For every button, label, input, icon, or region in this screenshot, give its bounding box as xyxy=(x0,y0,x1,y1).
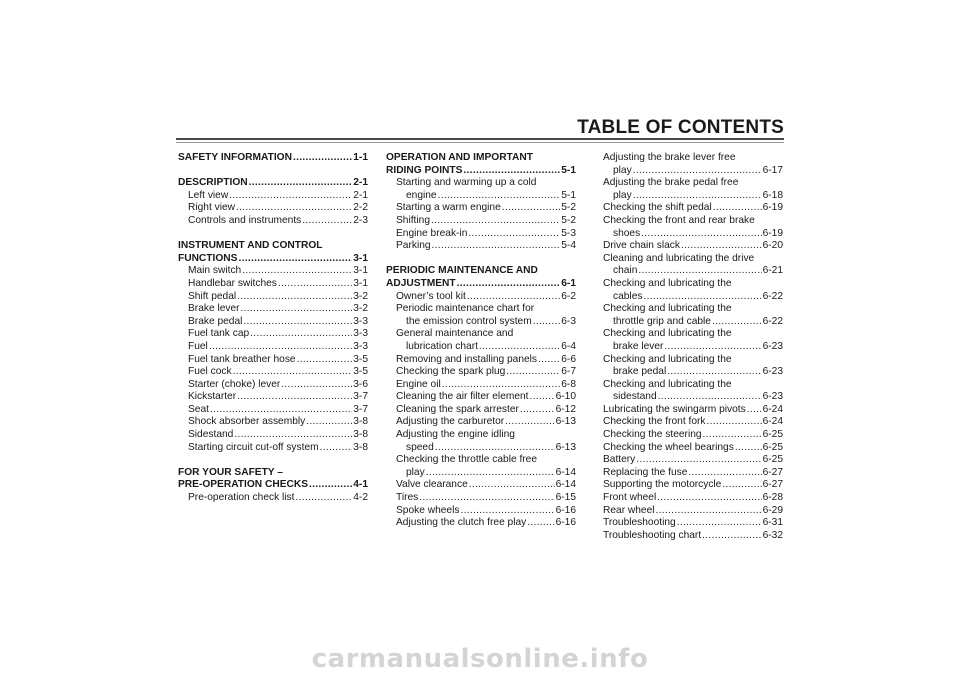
toc-entry[interactable]: cables ..... 6-22 xyxy=(603,291,783,304)
toc-entry[interactable]: Checking the spark plug ..... 6-7 xyxy=(386,366,576,379)
toc-entry[interactable]: Checking the wheel bearings ..... 6-25 xyxy=(603,442,783,455)
toc-entry[interactable]: Fuel tank breather hose ..... 3-5 xyxy=(178,354,368,367)
toc-entry[interactable]: RIDING POINTS ..... 5-1 xyxy=(386,165,576,178)
toc-column-2 xyxy=(386,152,576,530)
toc-entry-line: Cleaning and lubricating the drive xyxy=(603,252,755,264)
toc-entry[interactable]: Cleaning the spark arrester ..... 6-12 xyxy=(386,404,576,417)
toc-column-1 xyxy=(178,152,368,505)
toc-entry[interactable]: speed ..... 6-13 xyxy=(386,442,576,455)
toc-entry[interactable]: Cleaning the air filter element ..... 6-10 xyxy=(386,391,576,404)
toc-entry[interactable]: Handlebar switches ..... 3-1 xyxy=(178,278,368,291)
toc-entry[interactable]: DESCRIPTION ..... 2-1 xyxy=(178,177,368,190)
toc-entry[interactable]: Spoke wheels ..... 6-16 xyxy=(386,505,576,518)
toc-entry[interactable]: Left view ..... 2-1 xyxy=(178,190,368,203)
toc-entry-line: FOR YOUR SAFETY – xyxy=(178,466,283,478)
toc-entry[interactable]: Shift pedal ..... 3-2 xyxy=(178,291,368,304)
toc-entry[interactable]: Adjusting the carburetor ..... 6-13 xyxy=(386,416,576,429)
toc-entry[interactable]: brake pedal ..... 6-23 xyxy=(603,366,783,379)
toc-entry[interactable]: Brake lever ..... 3-2 xyxy=(178,303,368,316)
toc-entry[interactable]: Removing and installing panels ..... 6-6 xyxy=(386,354,576,367)
toc-entry-line: Checking the front and rear brake xyxy=(603,214,755,226)
toc-entry-line: Checking and lubricating the xyxy=(603,277,732,289)
toc-entry[interactable]: Checking the front fork ..... 6-24 xyxy=(603,416,783,429)
toc-entry[interactable]: Parking ..... 5-4 xyxy=(386,240,576,253)
toc-entry[interactable]: Brake pedal ..... 3-3 xyxy=(178,316,368,329)
toc-entry-line: Checking the throttle cable free xyxy=(396,454,538,466)
toc-entry[interactable]: Shifting ..... 5-2 xyxy=(386,215,576,228)
toc-entry-line: General maintenance and xyxy=(396,328,514,340)
toc-entry[interactable]: Fuel cock ..... 3-5 xyxy=(178,366,368,379)
toc-entry[interactable]: Replacing the fuse ..... 6-27 xyxy=(603,467,783,480)
toc-entry[interactable]: Shock absorber assembly ..... 3-8 xyxy=(178,416,368,429)
toc-entry[interactable]: engine ..... 5-1 xyxy=(386,190,576,203)
toc-entry[interactable]: Controls and instruments ..... 2-3 xyxy=(178,215,368,228)
toc-entry[interactable]: Valve clearance ..... 6-14 xyxy=(386,479,576,492)
toc-entry[interactable]: Seat ..... 3-7 xyxy=(178,404,368,417)
toc-entry[interactable]: shoes ..... 6-19 xyxy=(603,228,783,241)
toc-entry[interactable]: sidestand ..... 6-23 xyxy=(603,391,783,404)
toc-entry[interactable]: Drive chain slack ..... 6-20 xyxy=(603,240,783,253)
toc-entry[interactable]: Rear wheel ..... 6-29 xyxy=(603,505,783,518)
toc-entry[interactable]: Starter (choke) lever ..... 3-6 xyxy=(178,379,368,392)
toc-entry[interactable]: ADJUSTMENT ..... 6-1 xyxy=(386,278,576,291)
toc-entry[interactable]: Troubleshooting ..... 6-31 xyxy=(603,517,783,530)
toc-entry-line: Checking and lubricating the xyxy=(603,328,732,340)
toc-entry[interactable]: PRE-OPERATION CHECKS ..... 4-1 xyxy=(178,479,368,492)
toc-entry[interactable]: Checking the steering ..... 6-25 xyxy=(603,429,783,442)
toc-entry[interactable]: Sidestand ..... 3-8 xyxy=(178,429,368,442)
toc-entry[interactable]: Tires ..... 6-15 xyxy=(386,492,576,505)
toc-entry[interactable]: Troubleshooting chart ..... 6-32 xyxy=(603,530,783,543)
toc-entry[interactable]: Engine oil ..... 6-8 xyxy=(386,379,576,392)
toc-entry[interactable]: Battery ..... 6-25 xyxy=(603,454,783,467)
toc-entry-line: OPERATION AND IMPORTANT xyxy=(386,152,533,163)
toc-entry-line: Checking and lubricating the xyxy=(603,303,732,315)
toc-entry[interactable]: play ..... 6-18 xyxy=(603,190,783,203)
toc-entry[interactable]: Kickstarter ..... 3-7 xyxy=(178,391,368,404)
toc-entry[interactable]: Engine break-in ..... 5-3 xyxy=(386,228,576,241)
toc-entry-line: INSTRUMENT AND CONTROL xyxy=(178,240,323,252)
toc-entry[interactable]: Supporting the motorcycle ..... 6-27 xyxy=(603,479,783,492)
toc-entry-line: Adjusting the engine idling xyxy=(396,429,515,441)
title-rule-thin xyxy=(176,142,784,143)
watermark-text: carmanualsonline.info xyxy=(311,644,649,674)
toc-entry[interactable]: the emission control system ..... 6-3 xyxy=(386,316,576,329)
toc-entry-line: Starting and warming up a cold xyxy=(396,177,537,189)
toc-entry[interactable]: chain ..... 6-21 xyxy=(603,265,783,278)
title-rule-thick xyxy=(176,138,784,140)
toc-entry[interactable]: Main switch ..... 3-1 xyxy=(178,265,368,278)
toc-entry[interactable]: Pre-operation check list ..... 4-2 xyxy=(178,492,368,505)
toc-entry[interactable]: Fuel ..... 3-3 xyxy=(178,341,368,354)
toc-entry[interactable]: Lubricating the swingarm pivots ..... 6-24 xyxy=(603,404,783,417)
toc-entry[interactable]: Starting circuit cut-off system ..... 3-8 xyxy=(178,442,368,455)
toc-entry[interactable]: Checking the shift pedal ..... 6-19 xyxy=(603,202,783,215)
toc-entry-line: Checking and lubricating the xyxy=(603,378,732,390)
page-title: TABLE OF CONTENTS xyxy=(577,117,784,138)
toc-entry[interactable]: brake lever ..... 6-23 xyxy=(603,341,783,354)
toc-entry[interactable]: play ..... 6-17 xyxy=(603,165,783,178)
toc-entry[interactable]: Fuel tank cap ..... 3-3 xyxy=(178,328,368,341)
toc-entry[interactable]: lubrication chart ..... 6-4 xyxy=(386,341,576,354)
toc-entry-line: Adjusting the brake pedal free xyxy=(603,177,739,189)
toc-entry[interactable]: SAFETY INFORMATION ..... 1-1 xyxy=(178,152,368,165)
toc-entry-line: Adjusting the brake lever free xyxy=(603,152,736,163)
toc-entry[interactable]: Right view ..... 2-2 xyxy=(178,202,368,215)
toc-entry-line: PERIODIC MAINTENANCE AND xyxy=(386,265,538,277)
toc-entry[interactable]: Adjusting the clutch free play ..... 6-16 xyxy=(386,517,576,530)
toc-entry-line: Checking and lubricating the xyxy=(603,353,732,365)
toc-entry[interactable]: play ..... 6-14 xyxy=(386,467,576,480)
toc-entry[interactable]: FUNCTIONS ..... 3-1 xyxy=(178,253,368,266)
toc-entry-line: Periodic maintenance chart for xyxy=(396,303,535,315)
toc-entry[interactable]: Starting a warm engine ..... 5-2 xyxy=(386,202,576,215)
toc-column-3 xyxy=(603,152,783,542)
toc-entry[interactable]: throttle grip and cable ..... 6-22 xyxy=(603,316,783,329)
toc-entry[interactable]: Owner’s tool kit ..... 6-2 xyxy=(386,291,576,304)
toc-entry[interactable]: Front wheel ..... 6-28 xyxy=(603,492,783,505)
